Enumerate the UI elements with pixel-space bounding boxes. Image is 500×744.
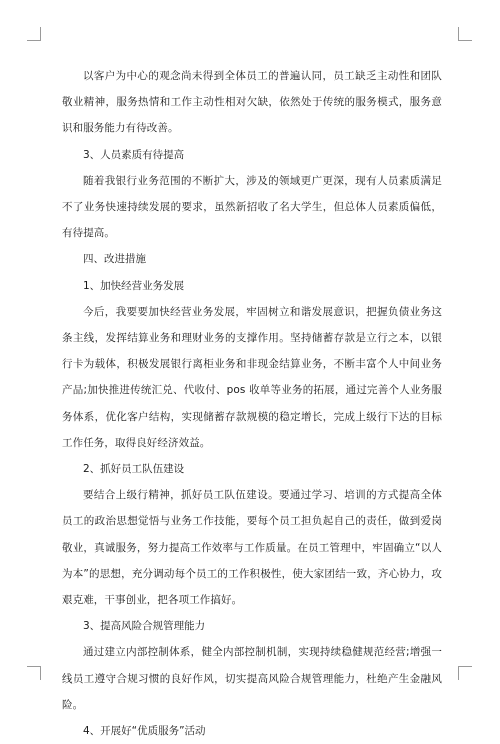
heading-team-building: 2、抓好员工队伍建设 (83, 463, 185, 476)
heading-business-development: 1、加快经营业务发展 (83, 279, 185, 292)
crop-mark-bottom-left (27, 666, 41, 680)
document-body (62, 63, 442, 744)
paragraph-staff-quality: 随着我银行业务范围的不断扩大，涉及的领域更广更深，现有人员素质满足不了业务快速持续发展的要求，虽然新招收了名大学生，但总体人员素质偏低，有待提高。 (62, 174, 442, 240)
paragraph-team-building: 要结合上级行精神，抓好员工队伍建设。要通过学习、培训的方式提高全体员工的政治思想觉悟与业务工作技能，要每个员工担负起自己的责任，做到爱岗敬业，真诚服务，努力提高工作效率与工作质量。在员工管理中，牢固确立“以人为本”的思想，充分调动每个员工的工作积极性，使大家团结一致，齐心协力，攻艰克难，干事创业，把各项工作搞好。 (62, 489, 442, 607)
heading-quality-service: 4、开展好“优质服务”活动 (83, 725, 206, 738)
heading-risk-compliance: 3、提高风险合规管理能力 (83, 620, 206, 633)
paragraph-business-development: 今后，我要要加快经营业务发展，牢固树立和谐发展意识，把握负债业务这条主线，发挥结算业务和理财业务的支撑作用。坚持储蓄存款是立行之本，以银行卡为载体，积极发展银行离柜业务和非现金结算业务，不断丰富个人中间业务产品;加快推进传统汇兑、代收付、pos 收单等业务的拓展，通过完善个人业务服务体系，优化客户结构，实现储蓄存款规模的稳定增长，完成上级行下达的目标工作任务，取得良好经济效益。 (62, 305, 442, 449)
paragraph-risk-compliance: 通过建立内部控制体系，健全内部控制机制，实现持续稳健规范经营;增强一线员工遵守合规习惯的良好作风，切实提高风险合规管理能力，杜绝产生金融风险。 (62, 646, 442, 711)
crop-mark-top-right (458, 27, 472, 41)
heading-staff-quality: 3、人员素质有待提高 (83, 148, 185, 161)
crop-mark-top-left (27, 27, 41, 41)
paragraph-service-awareness: 以客户为中心的观念尚未得到全体员工的普遍认同，员工缺乏主动性和团队敬业精神，服务热情和工作主动性相对欠缺，依然处于传统的服务模式，服务意识和服务能力有待改善。 (62, 70, 442, 135)
heading-improvement-measures: 四、改进措施 (83, 253, 146, 266)
crop-mark-bottom-right (458, 666, 472, 680)
